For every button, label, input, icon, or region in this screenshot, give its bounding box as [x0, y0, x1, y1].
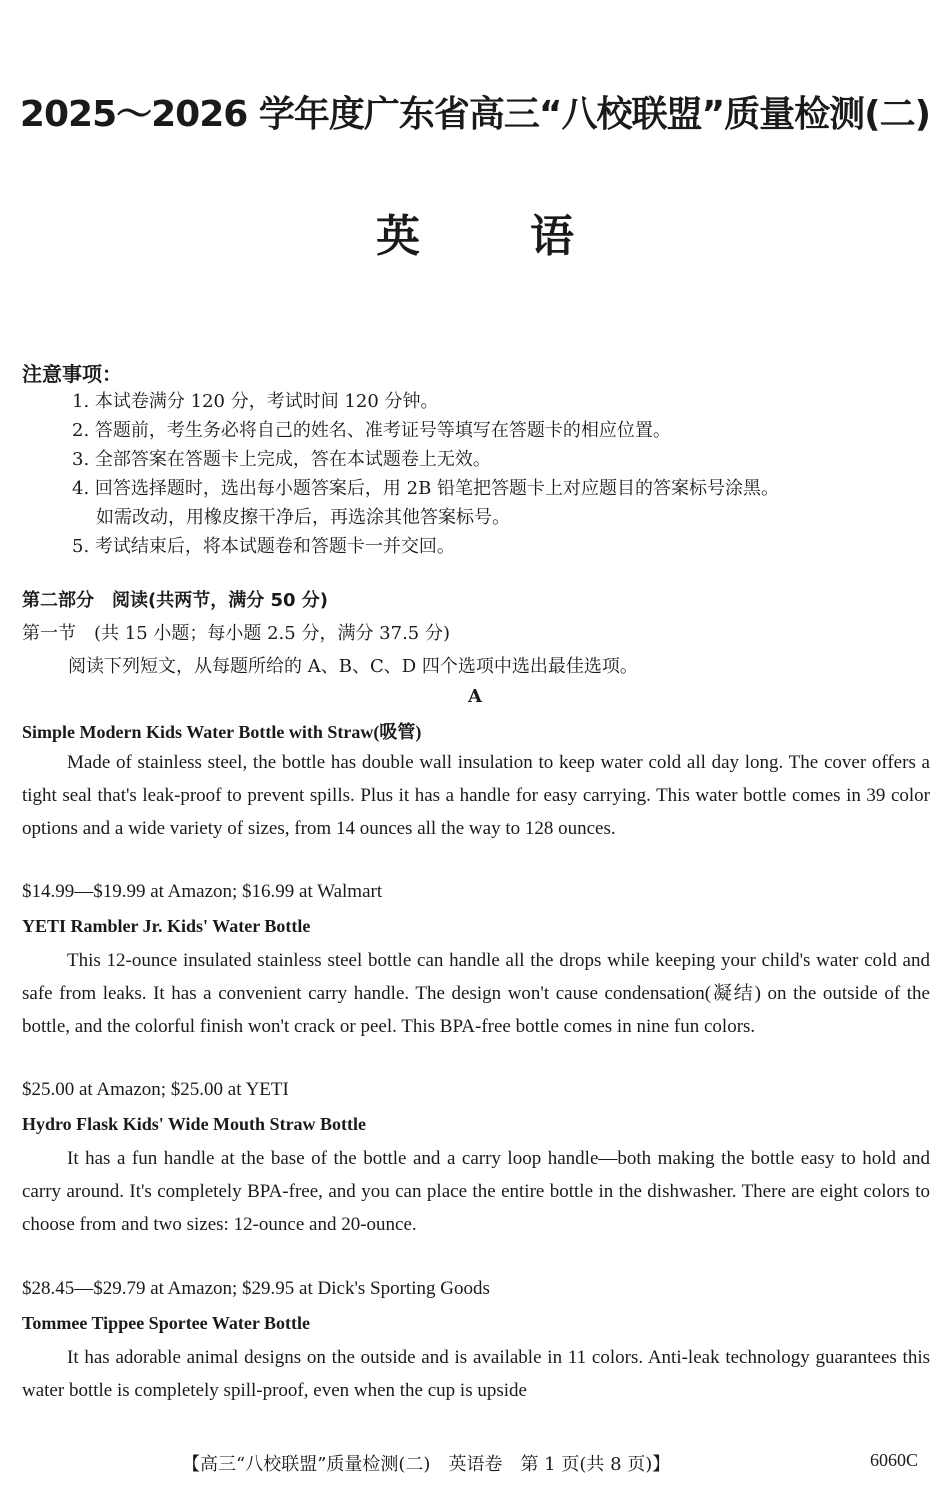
exam-title: 2025～2026 学年度广东省高三“八校联盟”质量检测(二): [19, 94, 931, 135]
product-price: $14.99—$19.99 at Amazon; $16.99 at Walmart: [22, 881, 383, 902]
notice-item: 3. 全部答案在答题卡上完成，答在本试题卷上无效。: [72, 449, 491, 470]
product-description: It has a fun handle at the base of the bottle and a carry loop handle—both making the bottle easy to hold and carry around. It's completely BPA-free, and you can place the entire bottle in the dishwasher. There are eight colors to choose from and two sizes: 12-ounce and 20-ounce.: [22, 1148, 930, 1235]
product-description: It has adorable animal designs on the outside and is available in 11 colors. Anti-leak technology guarantees this water bottle is completely spill-proof, even when the cup is upside: [22, 1347, 930, 1401]
part-heading: 第二部分 阅读(共两节，满分 50 分): [22, 590, 329, 611]
page-footer: 【高三“八校联盟”质量检测(二) 英语卷 第 1 页(共 8 页)】: [182, 1454, 671, 1475]
notice-item-continuation: 如需改动，用橡皮擦干净后，再选涂其他答案标号。: [96, 507, 510, 528]
product-title: Hydro Flask Kids' Wide Mouth Straw Bottle: [22, 1114, 367, 1134]
exam-code: 6060C: [870, 1450, 919, 1470]
passage-label: A: [468, 686, 482, 707]
product-title: YETI Rambler Jr. Kids' Water Bottle: [22, 916, 311, 936]
notice-item: 2. 答题前，考生务必将自己的姓名、准考证号等填写在答题卡的相应位置。: [72, 420, 671, 441]
product-title: Tommee Tippee Sportee Water Bottle: [22, 1313, 310, 1333]
product-title: Simple Modern Kids Water Bottle with Straw(吸管): [22, 722, 422, 742]
product-price: $25.00 at Amazon; $25.00 at YETI: [22, 1079, 289, 1100]
product-price: $28.45—$29.79 at Amazon; $29.95 at Dick's Sporting Goods: [22, 1278, 490, 1299]
subject-title: 英语: [376, 211, 684, 262]
notice-heading: 注意事项：: [22, 362, 122, 386]
section-heading: 第一节 (共 15 小题；每小题 2.5 分，满分 37.5 分): [22, 623, 450, 644]
notice-item: 5. 考试结束后，将本试题卷和答题卡一并交回。: [72, 536, 455, 557]
instruction: 阅读下列短文，从每题所给的 A、B、C、D 四个选项中选出最佳选项。: [68, 656, 638, 677]
notice-item: 1. 本试卷满分 120 分，考试时间 120 分钟。: [72, 391, 439, 412]
product-description: Made of stainless steel, the bottle has double wall insulation to keep water cold all day long. The cover offers a tight seal that's leak-proof to prevent spills. Plus it has a handle for easy carrying. This water bottle comes in 39 color options and a wide variety of sizes, from 14 ounces all the way to 128 ounces.: [22, 752, 930, 839]
product-description: This 12-ounce insulated stainless steel bottle can handle all the drops while keeping your child's water cold and safe from leaks. It has a convenient carry handle. The design won't cause condensation(凝结) on the outside of the bottle, and the colorful finish won't crack or peel. This BPA-free bottle comes in nine fun colors.: [22, 950, 930, 1037]
notice-item: 4. 回答选择题时，选出每小题答案后，用 2B 铅笔把答题卡上对应题目的答案标号涂黑。: [72, 478, 780, 499]
